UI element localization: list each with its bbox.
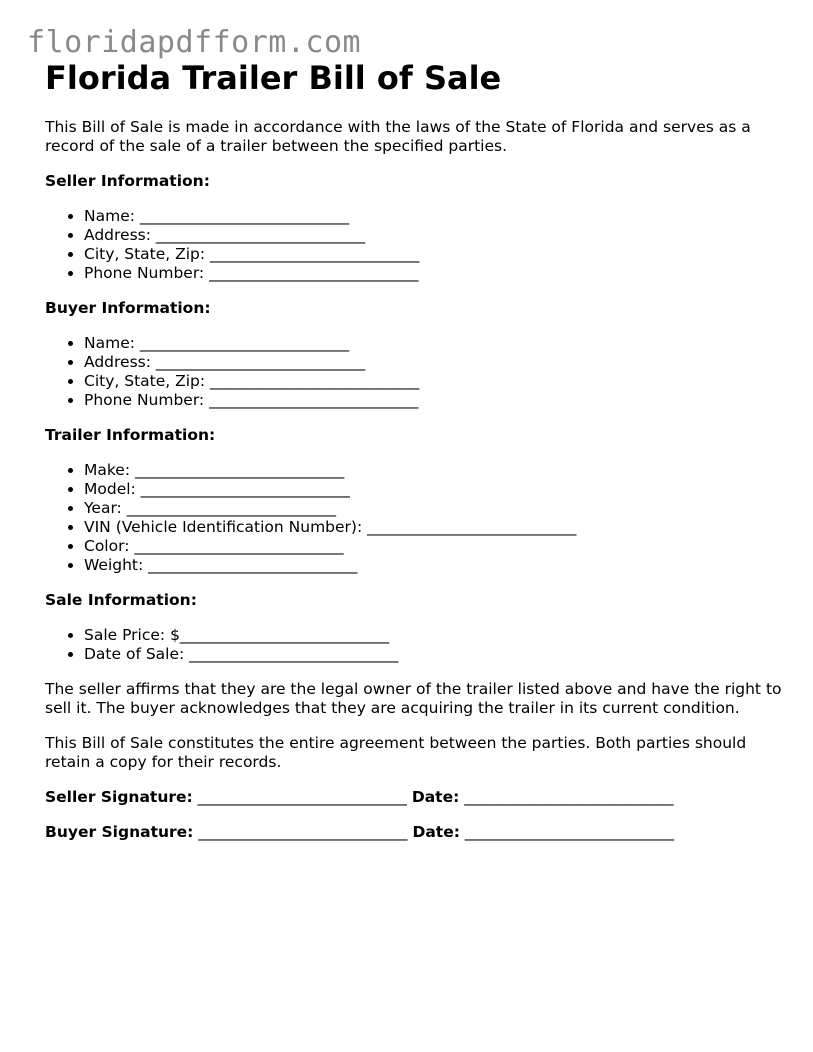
trailer-vin-field: • VIN (Vehicle Identification Number): ___________________________ [84, 518, 785, 537]
seller-signature-blank: ___________________________ [192, 788, 412, 806]
seller-date-blank: ___________________________ [459, 788, 679, 806]
sale-list [45, 626, 785, 664]
trailer-heading: Trailer Information: [45, 426, 216, 444]
seller-name-field: • Name: ___________________________ [84, 207, 785, 226]
seller-city-field: • City, State, Zip: ___________________________ [84, 245, 785, 264]
trailer-color-field: • Color: ___________________________ [84, 537, 785, 556]
buyer-phone-field: • Phone Number: ___________________________ [84, 391, 785, 410]
buyer-heading: Buyer Information: [45, 299, 211, 317]
seller-signature-row [45, 788, 785, 807]
buyer-signature-row [45, 823, 785, 842]
trailer-list [45, 461, 785, 575]
seller-phone-field: • Phone Number: ___________________________ [84, 264, 785, 283]
document-body [45, 58, 785, 842]
seller-list [45, 207, 785, 283]
watermark: floridapdfform.com [27, 25, 362, 60]
buyer-date-blank: ___________________________ [459, 823, 680, 841]
seller-signature-label: Seller Signature: [45, 788, 193, 806]
trailer-make-field: • Make: ___________________________ [84, 461, 785, 480]
buyer-signature-blank: ___________________________ [193, 823, 413, 841]
trailer-year-field: • Year: ___________________________ [84, 499, 785, 518]
buyer-signature-label: Buyer Signature: [45, 823, 194, 841]
buyer-date-label: Date: [412, 823, 460, 841]
sale-date-field: • Date of Sale: ___________________________ [84, 645, 785, 664]
seller-date-label: Date: [411, 788, 460, 806]
agreement-paragraph: This Bill of Sale constitutes the entire agreement between the parties. Both parties should retain a copy for their records. [45, 734, 747, 771]
buyer-list [45, 334, 785, 410]
trailer-weight-field: • Weight: ___________________________ [84, 556, 785, 575]
seller-address-field: • Address: ___________________________ [84, 226, 785, 245]
affirmation-paragraph: The seller affirms that they are the legal owner of the trailer listed above and have the right to sell it. The buyer acknowledges that they are acquiring the trailer in its current condition. [45, 680, 782, 717]
intro-paragraph: This Bill of Sale is made in accordance with the laws of the State of Florida and serves as a record of the sale of a trailer between the specified parties. [45, 118, 751, 155]
sale-heading: Sale Information: [45, 591, 197, 609]
sale-price-field: • Sale Price: $___________________________ [84, 626, 785, 645]
buyer-name-field: • Name: ___________________________ [84, 334, 785, 353]
document-title: Florida Trailer Bill of Sale [45, 59, 502, 97]
trailer-model-field: • Model: ___________________________ [84, 480, 785, 499]
buyer-address-field: • Address: ___________________________ [84, 353, 785, 372]
seller-heading: Seller Information: [45, 172, 210, 190]
buyer-city-field: • City, State, Zip: ___________________________ [84, 372, 785, 391]
